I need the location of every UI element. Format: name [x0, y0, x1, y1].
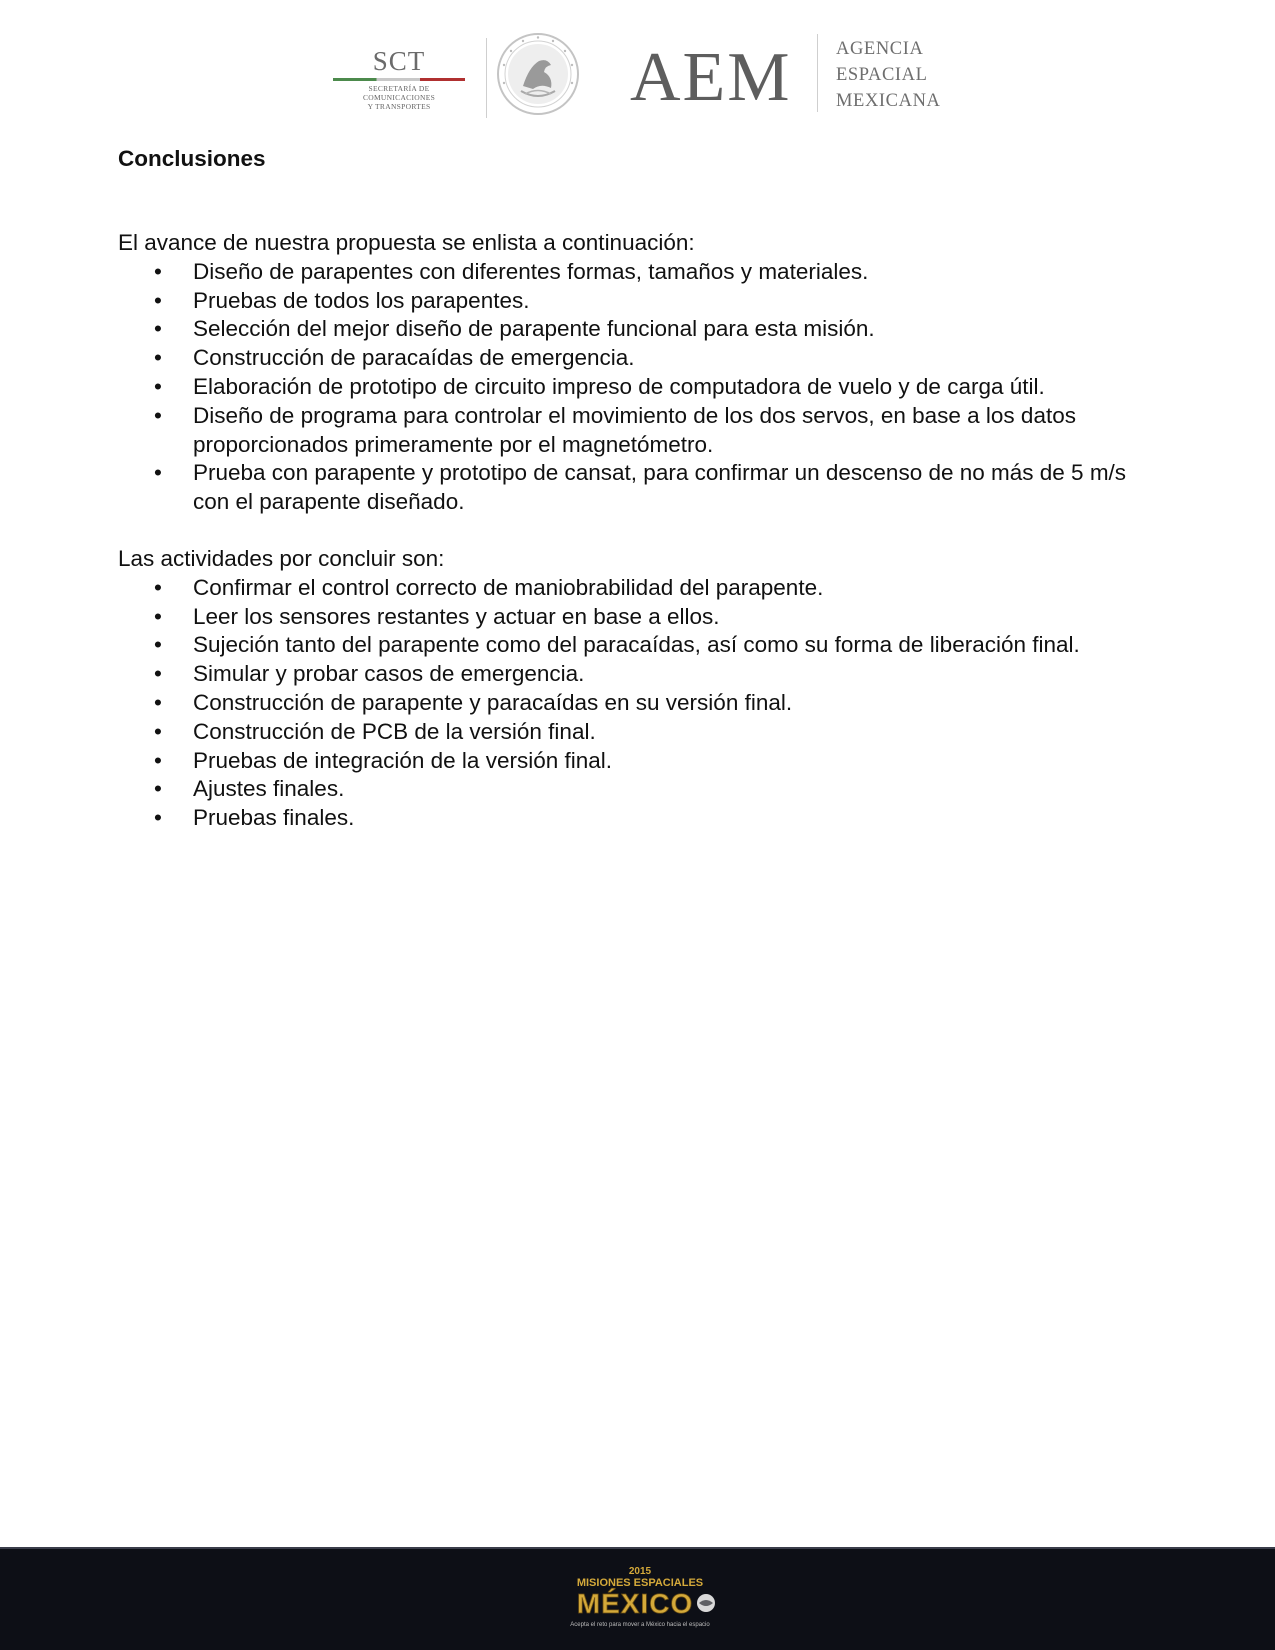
sct-logo	[333, 46, 465, 111]
list-item: • Confirmar el control correcto de maniobrabilidad del parapente.	[118, 574, 1148, 603]
aem-logo-divider	[817, 34, 818, 112]
sct-logo-title: SCT	[372, 46, 426, 76]
pending-list	[118, 574, 1148, 833]
list-item: • Elaboración de prototipo de circuito impreso de computadora de vuelo y de carga útil.	[118, 373, 1148, 402]
logo-line-2: MÉXICO	[576, 1588, 694, 1619]
sct-logo-subtitle-2: COMUNICACIONES	[362, 93, 436, 102]
footer-top-line	[0, 1547, 1275, 1549]
list-item: • Pruebas de todos los parapentes.	[118, 287, 1148, 316]
pending-intro: Las actividades por concluir son:	[118, 545, 445, 571]
document-body	[118, 145, 1148, 833]
list-item: • Leer los sensores restantes y actuar en base a ellos.	[118, 603, 1148, 632]
section-title: Conclusiones	[118, 146, 266, 171]
list-item: • Construcción de parapente y paracaídas en su versión final.	[118, 689, 1148, 718]
header-divider	[486, 38, 487, 118]
list-item: • Ajustes finales.	[118, 775, 1148, 804]
progress-intro: El avance de nuestra propuesta se enlista a continuación:	[118, 230, 695, 255]
aem-logo-name-line-3: MEXICANA	[836, 91, 941, 111]
list-item: • Sujeción tanto del parapente como del paracaídas, así como su forma de liberación final.	[118, 631, 1148, 660]
aem-logo-name	[836, 36, 941, 114]
aem-logo-acronym: AEM	[630, 39, 792, 116]
list-item: • Prueba con parapente y prototipo de cansat, para confirmar un descenso de no más de 5 m/s con el parapente diseñado.	[118, 459, 1148, 517]
sct-logo-tricolor-bar	[333, 78, 465, 81]
sct-logo-subtitle-1: SECRETARÍA DE	[368, 84, 430, 93]
list-item: • Diseño de programa para controlar el movimiento de los dos servos, en base a los datos proporcionados primeramente por el magnetómetro.	[118, 402, 1148, 460]
list-item: • Selección del mejor diseño de parapente funcional para esta misión.	[118, 315, 1148, 344]
logo-tagline: Acepta el reto para mover a México hacia el espacio	[570, 1622, 710, 1628]
sct-logo-subtitle-3: Y TRANSPORTES	[367, 102, 431, 111]
list-item: • Construcción de paracaídas de emergencia.	[118, 344, 1148, 373]
logo-year: 2015	[628, 1566, 652, 1577]
document-header	[0, 28, 1275, 123]
list-item: • Simular y probar casos de emergencia.	[118, 660, 1148, 689]
list-item: • Diseño de parapentes con diferentes formas, tamaños y materiales.	[118, 258, 1148, 287]
misiones-espaciales-mexico-logo	[555, 1563, 725, 1643]
mexican-national-seal-icon	[495, 31, 581, 117]
document-footer	[0, 1547, 1275, 1650]
logo-line-1: MISIONES ESPACIALES	[576, 1577, 704, 1589]
aem-logo-name-line-1: AGENCIA	[836, 39, 924, 59]
aem-logo-name-line-2: ESPACIAL	[836, 65, 928, 85]
progress-list	[118, 258, 1148, 517]
list-item: • Pruebas finales.	[118, 804, 1148, 833]
list-item: • Construcción de PCB de la versión final.	[118, 718, 1148, 747]
list-item: • Pruebas de integración de la versión final.	[118, 747, 1148, 776]
